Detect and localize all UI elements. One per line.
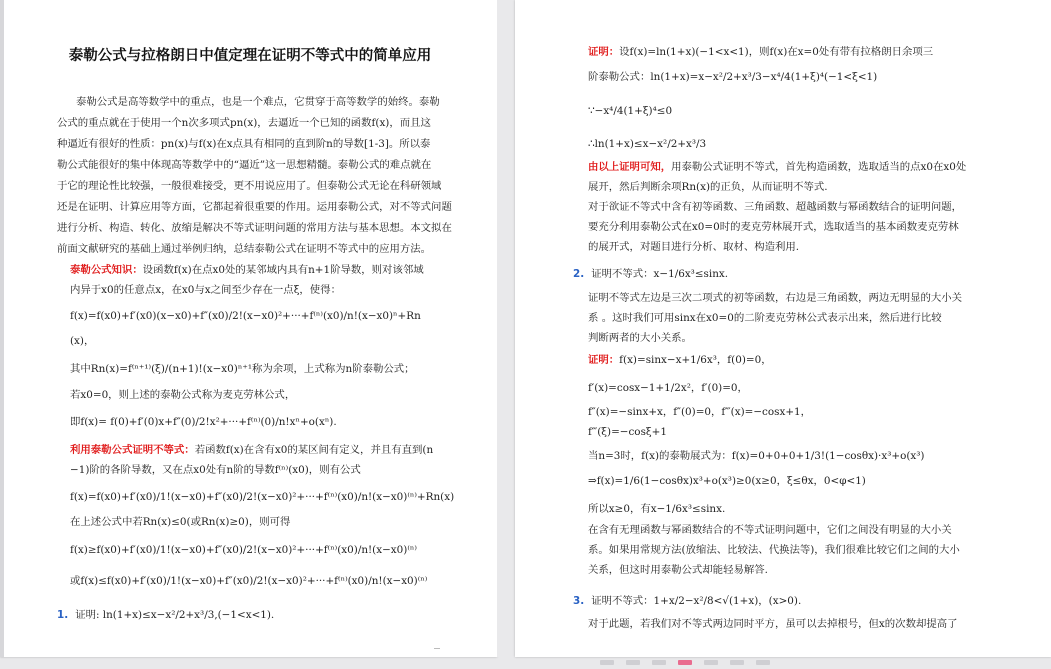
line-text: ∵−x⁴/4(1+ξ)⁴≤0 — [588, 105, 673, 117]
line-text: ∴ln(1+x)≤x−x²/2+x³/3 — [588, 138, 707, 150]
line-text: 阶泰勒公式：ln(1+x)=x−x²/2+x³/3−x⁴/4(1+ξ)⁴(−1<ξ<1) — [588, 71, 878, 83]
text-line — [588, 449, 924, 463]
line-text: 展开，然后判断余项Rn(x)的正负，从而证明不等式. — [588, 181, 828, 193]
text-line — [573, 594, 801, 608]
document-title: 泰勒公式与拉格朗日中值定理在证明不等式中的简单应用 — [68, 48, 432, 64]
toolbar-icon-2[interactable] — [626, 660, 640, 665]
line-text: 所以x≥0，有x−1/6x³≤sinx. — [588, 503, 726, 515]
line-text: 进行分析、构造、转化、放缩是解决不等式证明问题的常用方法与基本思想。本文拟在 — [57, 222, 452, 234]
text-line — [70, 490, 454, 504]
toolbar-icon-5[interactable] — [704, 660, 718, 665]
text-line — [588, 104, 672, 118]
section-label: 证明： — [588, 354, 620, 366]
section-label: 泰勒公式知识： — [70, 264, 143, 276]
line-text: 系。如果用常规方法(放缩法、比较法、代换法等)，我们很难比较它们之间的大小 — [588, 544, 960, 556]
right-page — [515, 0, 1051, 657]
line-text: 证明不等式：x−1/6x³≤sinx. — [591, 268, 729, 280]
text-line — [588, 311, 942, 325]
text-line — [70, 415, 337, 429]
text-line — [57, 137, 430, 151]
text-line — [588, 617, 958, 631]
text-line — [57, 608, 274, 622]
text-line — [588, 425, 667, 439]
line-text: f(x)=f(x0)+f′(x0)/1!(x−x0)+f″(x0)/2!(x−x0)²+···+f⁽ⁿ⁾(x0)/n!(x−x0)⁽ⁿ⁾+Rn(x) — [70, 491, 455, 503]
line-text: 系 。这时我们可用sinx在x0=0的二阶麦克劳林公式表示出来，然后进行比较 — [588, 312, 942, 324]
line-text: 在含有无理函数与幂函数结合的不等式证明问题中，它们之间没有明显的大小关 — [588, 524, 952, 536]
toolbar-icon-6[interactable] — [730, 660, 744, 665]
toolbar-icon-7[interactable] — [756, 660, 770, 665]
text-line — [57, 179, 441, 193]
page-edge — [0, 0, 4, 657]
text-line — [588, 45, 933, 59]
problem-number: 1. — [57, 609, 69, 621]
text-line — [588, 70, 877, 84]
text-line — [588, 291, 962, 305]
line-text: 设函数f(x)在点x0处的某邻域内具有n+1阶导数，则对该邻域 — [142, 264, 424, 276]
line-text: 要充分利用泰勒公式在x0=0时的麦克劳林展开式，选取适当的基本函数麦克劳林 — [588, 221, 959, 233]
text-line — [588, 381, 748, 395]
text-line — [588, 353, 772, 367]
line-text: 泰勒公式是高等数学中的重点，也是一个难点，它贯穿于高等数学的始终。泰勒 — [76, 96, 440, 108]
line-text: f′(x)=cosx−1+1/2x²，f′(0)=0， — [588, 382, 748, 394]
line-text: 勒公式能很好的集中体现高等数学中的“逼近”这一思想精髓。泰勒公式的难点就在 — [57, 159, 432, 171]
text-line — [70, 283, 341, 297]
line-text: 证明不等式左边是三次二项式的初等函数，右边是三角函数，两边无明显的大小关 — [588, 292, 963, 304]
line-text: f(x)≥f(x0)+f′(x0)/1!(x−x0)+f″(x0)/2!(x−x0)²+···+f⁽ⁿ⁾(x0)/n!(x−x0)⁽ⁿ⁾ — [70, 544, 417, 556]
line-text: 关系，但这时用泰勒公式却能轻易解答. — [588, 564, 768, 576]
toolbar-icon-3[interactable] — [652, 660, 666, 665]
line-text: 对于此题，若我们对不等式两边同时平方，虽可以去掉根号，但x的次数却提高了 — [588, 618, 958, 630]
text-line — [70, 334, 94, 348]
line-text: 的展开式，对题目进行分析、取材、构造利用. — [588, 241, 800, 253]
line-text: −1)阶的各阶导数，又在点x0处有n阶的导数f⁽ⁿ⁾(x0)，则有公式 — [70, 464, 361, 476]
text-line — [70, 388, 295, 402]
section-label: 证明： — [588, 46, 620, 58]
line-text: 证明: ln(1+x)≤x−x²/2+x³/3,(−1<x<1). — [75, 609, 275, 621]
line-text: 在上述公式中若Rn(x)≤0(或Rn(x)≥0)，则可得 — [70, 516, 291, 528]
toolbar-icon-4[interactable] — [678, 660, 692, 665]
text-line — [588, 160, 966, 174]
line-text: 于它的理论性比较强，一般很难接受，更不用说应用了。但泰勒公式无论在科研领域 — [57, 180, 442, 192]
text-line — [588, 474, 866, 488]
line-text: f‴(ξ)=−cosξ+1 — [588, 426, 667, 438]
problem-number: 3. — [573, 595, 585, 607]
text-line — [588, 331, 692, 345]
line-text: 若函数f(x)在含有x0的某区间有定义，并且有直到(n — [194, 444, 434, 456]
line-text: 设f(x)=ln(1+x)(−1<x<1)，则f(x)在x=0处有带有拉格朗日余项三 — [619, 46, 934, 58]
line-text: 证明不等式：1+x/2−x²/8<√(1+x)，(x>0). — [591, 595, 802, 607]
text-line — [76, 95, 440, 109]
page-corner-mark — [434, 648, 440, 655]
text-line — [588, 180, 828, 194]
line-text: f″(x)=−sinx+x，f″(0)=0，f‴(x)=−cosx+1， — [588, 406, 812, 418]
line-text: 用泰勒公式证明不等式，首先构造函数，选取适当的点x0在x0处 — [671, 161, 967, 173]
line-text: 判断两者的大小关系。 — [588, 332, 692, 344]
line-text: 公式的重点就在于使用一个n次多项式pn(x)，去逼近一个已知的函数f(x)，而且这 — [57, 117, 431, 129]
line-text: 即f(x)= f(0)+f′(0)x+f″(0)/2!x²+···+f⁽ⁿ⁾(0)/n!xⁿ+o(xⁿ). — [70, 416, 337, 428]
text-line — [70, 309, 421, 323]
problem-number: 2. — [573, 268, 585, 280]
line-text: ⇒f(x)=1/6(1−cosθx)x³+o(x³)≥0(x≥0，ξ≤θx，0<φ<1) — [588, 475, 866, 487]
text-line — [70, 574, 427, 588]
section-label: 由以上证明可知， — [588, 161, 672, 173]
text-line — [588, 502, 725, 516]
text-line — [57, 158, 431, 172]
line-text: 前面文献研究的基础上通过举例归纳，总结泰勒公式在证明不等式中的应用方法。 — [57, 243, 432, 255]
text-line — [588, 543, 960, 557]
line-text: 种逼近有很好的性质：pn(x)与f(x)在x点具有相同的直到阶n的导数[1-3]。所以泰 — [57, 138, 431, 150]
text-line — [588, 240, 799, 254]
text-line — [57, 242, 431, 256]
page-gutter — [497, 0, 515, 657]
toolbar-icon-1[interactable] — [600, 660, 614, 665]
text-line — [70, 443, 433, 457]
text-line — [588, 563, 768, 577]
text-line — [573, 267, 728, 281]
text-line — [588, 137, 706, 151]
line-text: 对于欲证不等式中含有初等函数、三角函数、超越函数与幂函数结合的证明问题， — [588, 201, 963, 213]
text-line — [588, 200, 962, 214]
text-line — [588, 405, 811, 419]
line-text: 还是在证明、计算应用等方面，它都起着很重要的作用。运用泰勒公式，对不等式问题 — [57, 201, 452, 213]
text-line — [588, 523, 952, 537]
section-label: 利用泰勒公式证明不等式： — [70, 444, 195, 456]
text-line — [70, 543, 417, 557]
line-text: 内异于x0的任意点x，在x0与x之间至少存在一点ξ，使得： — [70, 284, 341, 296]
line-text: 当n=3时，f(x)的泰勒展式为：f(x)=0+0+0+1/3!(1−cosθx)·x³+o(x³) — [588, 450, 925, 462]
left-page — [0, 0, 497, 657]
text-line — [70, 362, 415, 376]
line-text: 或f(x)≤f(x0)+f′(x0)/1!(x−x0)+f″(x0)/2!(x−x0)²+···+f⁽ⁿ⁾(x0)/n!(x−x0)⁽ⁿ⁾ — [70, 575, 428, 587]
line-text: f(x)=sinx−x+1/6x³，f(0)=0， — [619, 354, 772, 366]
line-text: 若x0=0，则上述的泰勒公式称为麦克劳林公式， — [70, 389, 296, 401]
text-line — [57, 200, 452, 214]
text-line — [588, 220, 959, 234]
text-line — [70, 515, 290, 529]
line-text: 其中Rn(x)=f⁽ⁿ⁺¹⁾(ξ)/(n+1)!(x−x0)ⁿ⁺¹称为余项，上式称为n阶泰勒公式； — [70, 363, 415, 375]
text-line — [70, 463, 361, 477]
text-line — [57, 116, 431, 130]
line-text: f(x)=f(x0)+f′(x0)(x−x0)+f″(x0)/2!(x−x0)²+···+f⁽ⁿ⁾(x0)/n!(x−x0)ⁿ+Rn — [70, 310, 421, 322]
line-text: (x)， — [70, 335, 95, 347]
text-line — [57, 221, 452, 235]
bottom-toolbar[interactable] — [600, 650, 900, 657]
text-line — [70, 263, 424, 277]
